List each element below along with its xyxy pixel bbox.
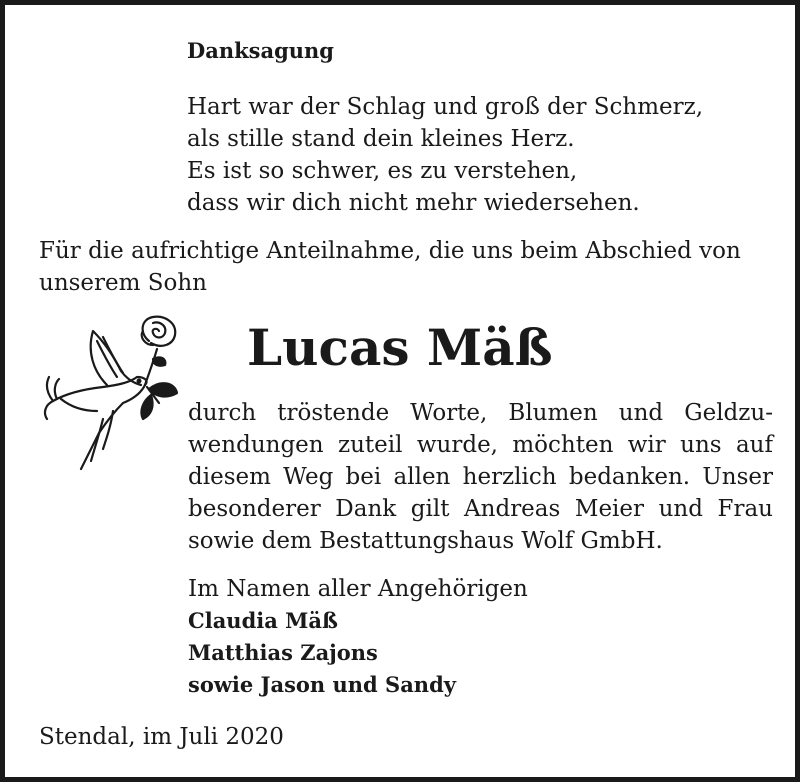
thanks-line: durch tröstende Worte, Blumen und Geldzu- — [188, 400, 773, 426]
notice-heading: Danksagung — [187, 38, 334, 63]
thanks-line: besonderer Dank gilt Andreas Meier und Frau — [188, 496, 773, 522]
signature-name: Claudia Mäß — [188, 608, 338, 633]
signature-intro: Im Namen aller Angehörigen — [188, 576, 528, 602]
signature-name: sowie Jason und Sandy — [188, 672, 456, 697]
deceased-name: Lucas Mäß — [247, 318, 553, 377]
poem-line: dass wir dich nicht mehr wiedersehen. — [187, 190, 640, 216]
dove-with-rose-icon — [41, 307, 187, 477]
signature-block — [188, 573, 528, 701]
poem — [187, 91, 703, 219]
thanks-line: sowie dem Bestattungshaus Wolf GmbH. — [188, 528, 663, 554]
poem-line: als stille stand dein kleines Herz. — [187, 126, 575, 152]
poem-line: Es ist so schwer, es zu verstehen, — [187, 158, 578, 184]
poem-line: Hart war der Schlag und groß der Schmerz, — [187, 94, 704, 120]
place-date: Stendal, im Juli 2020 — [39, 724, 284, 750]
thanks-line: diesem Weg bei allen herzlich bedanken. Unser — [188, 464, 773, 490]
signature-name: Matthias Zajons — [188, 640, 378, 665]
thanks-text — [188, 397, 773, 557]
thanks-line: wendungen zuteil wurde, möchten wir uns auf — [188, 432, 773, 458]
intro-line: Für die aufrichtige Anteilnahme, die uns beim Abschied von — [39, 238, 741, 264]
intro-text — [39, 235, 779, 299]
intro-line: unserem Sohn — [39, 270, 207, 296]
